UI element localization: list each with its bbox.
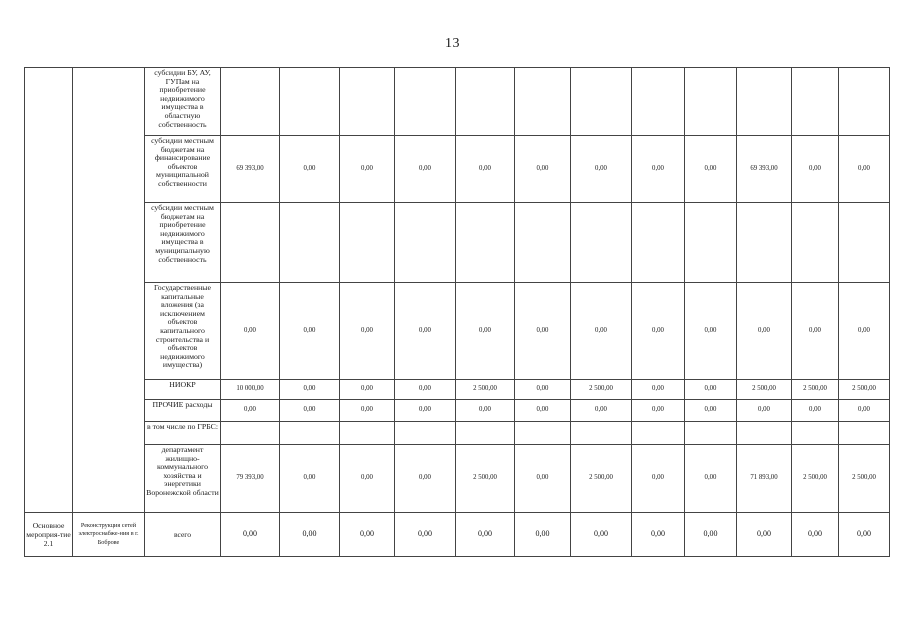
value-cell xyxy=(456,68,515,136)
row-label: субсидии местным бюджетам на приобретение недвижимого имущества в муниципальную собственность xyxy=(145,203,221,283)
table-row xyxy=(25,445,890,513)
value-cell: 0,00 xyxy=(395,380,456,400)
value-cell xyxy=(515,422,571,445)
value-cell: 0,00 xyxy=(280,136,340,203)
value-cell xyxy=(571,68,632,136)
table-row xyxy=(25,380,890,400)
value-cell: 0,00 xyxy=(685,136,737,203)
value-cell: 2 500,00 xyxy=(839,445,890,513)
value-cell: 0,00 xyxy=(280,283,340,380)
value-cell xyxy=(395,422,456,445)
value-cell: 0,00 xyxy=(792,513,839,557)
value-cell xyxy=(632,422,685,445)
row-label: субсидии местным бюджетам на финансирование объектов муниципальной собственности xyxy=(145,136,221,203)
activity-status: Основное мероприя-тие 2.1 xyxy=(25,513,73,557)
value-cell xyxy=(280,203,340,283)
value-cell: 0,00 xyxy=(685,400,737,422)
value-cell: 0,00 xyxy=(280,513,340,557)
value-cell: 2 500,00 xyxy=(456,445,515,513)
value-cell xyxy=(280,68,340,136)
value-cell: 0,00 xyxy=(632,513,685,557)
table-body xyxy=(25,68,890,557)
value-cell: 2 500,00 xyxy=(792,445,839,513)
value-cell xyxy=(571,422,632,445)
value-cell: 0,00 xyxy=(395,445,456,513)
name-cell-continued xyxy=(73,68,145,513)
value-cell: 0,00 xyxy=(685,380,737,400)
value-cell: 0,00 xyxy=(395,136,456,203)
value-cell: 0,00 xyxy=(792,400,839,422)
row-label: департамент жилищно-коммунального хозяйства и энергетики Воронежской области xyxy=(145,445,221,513)
value-cell: 2 500,00 xyxy=(571,380,632,400)
value-cell xyxy=(685,203,737,283)
value-cell: 0,00 xyxy=(632,283,685,380)
value-cell: 79 393,00 xyxy=(221,445,280,513)
value-cell: 0,00 xyxy=(685,445,737,513)
value-cell xyxy=(685,68,737,136)
value-cell: 0,00 xyxy=(515,445,571,513)
value-cell: 0,00 xyxy=(280,380,340,400)
value-cell: 0,00 xyxy=(737,513,792,557)
value-cell: 0,00 xyxy=(280,400,340,422)
value-cell: 69 393,00 xyxy=(221,136,280,203)
row-label: субсидии БУ, АУ, ГУПам на приобретение недвижимого имущества в областную собственность xyxy=(145,68,221,136)
value-cell: 0,00 xyxy=(685,283,737,380)
row-label: Государственные капитальные вложения (за исключением объектов капитального строительства и объектов недвижимого имущества) xyxy=(145,283,221,380)
value-cell xyxy=(792,203,839,283)
value-cell: 0,00 xyxy=(632,136,685,203)
value-cell: 0,00 xyxy=(839,400,890,422)
value-cell: 0,00 xyxy=(280,445,340,513)
value-cell xyxy=(221,203,280,283)
row-label: в том числе по ГРБС: xyxy=(145,422,221,445)
table-row xyxy=(25,68,890,136)
activity-name: Реконструкция сетей электроснабже-ния в г. Боброве xyxy=(73,513,145,557)
value-cell: 0,00 xyxy=(839,283,890,380)
value-cell xyxy=(340,203,395,283)
value-cell: 0,00 xyxy=(792,283,839,380)
value-cell xyxy=(571,203,632,283)
value-cell: 0,00 xyxy=(340,445,395,513)
value-cell xyxy=(839,68,890,136)
value-cell xyxy=(839,422,890,445)
table-row xyxy=(25,400,890,422)
value-cell: 0,00 xyxy=(340,513,395,557)
row-label: всего xyxy=(145,513,221,557)
value-cell xyxy=(280,422,340,445)
value-cell: 0,00 xyxy=(515,136,571,203)
value-cell: 0,00 xyxy=(632,380,685,400)
value-cell: 2 500,00 xyxy=(737,380,792,400)
status-cell-continued xyxy=(25,68,73,513)
table-row xyxy=(25,283,890,380)
value-cell: 0,00 xyxy=(221,400,280,422)
value-cell: 0,00 xyxy=(571,513,632,557)
value-cell: 0,00 xyxy=(737,400,792,422)
table-row xyxy=(25,203,890,283)
value-cell xyxy=(632,68,685,136)
value-cell: 0,00 xyxy=(340,380,395,400)
value-cell: 0,00 xyxy=(221,513,280,557)
value-cell: 2 500,00 xyxy=(839,380,890,400)
value-cell: 0,00 xyxy=(571,136,632,203)
value-cell xyxy=(221,68,280,136)
value-cell: 0,00 xyxy=(395,513,456,557)
value-cell: 0,00 xyxy=(515,513,571,557)
table-row xyxy=(25,422,890,445)
value-cell: 0,00 xyxy=(456,400,515,422)
value-cell: 0,00 xyxy=(685,513,737,557)
value-cell: 0,00 xyxy=(792,136,839,203)
value-cell xyxy=(395,203,456,283)
value-cell xyxy=(737,68,792,136)
value-cell: 0,00 xyxy=(456,283,515,380)
value-cell: 0,00 xyxy=(632,445,685,513)
value-cell xyxy=(515,68,571,136)
value-cell: 0,00 xyxy=(571,400,632,422)
row-label: ПРОЧИЕ расходы xyxy=(145,400,221,422)
value-cell xyxy=(221,422,280,445)
value-cell: 0,00 xyxy=(839,136,890,203)
value-cell: 0,00 xyxy=(395,400,456,422)
value-cell: 2 500,00 xyxy=(571,445,632,513)
value-cell xyxy=(792,422,839,445)
table-row xyxy=(25,513,890,557)
row-label: НИОКР xyxy=(145,380,221,400)
value-cell: 0,00 xyxy=(737,283,792,380)
value-cell: 0,00 xyxy=(395,283,456,380)
value-cell xyxy=(839,203,890,283)
value-cell xyxy=(395,68,456,136)
value-cell: 0,00 xyxy=(456,513,515,557)
value-cell: 0,00 xyxy=(340,400,395,422)
value-cell: 0,00 xyxy=(515,400,571,422)
value-cell: 0,00 xyxy=(839,513,890,557)
value-cell: 2 500,00 xyxy=(456,380,515,400)
value-cell: 0,00 xyxy=(515,380,571,400)
value-cell: 2 500,00 xyxy=(792,380,839,400)
value-cell: 0,00 xyxy=(571,283,632,380)
page-number: 13 xyxy=(445,36,460,51)
value-cell: 10 000,00 xyxy=(221,380,280,400)
value-cell: 0,00 xyxy=(515,283,571,380)
value-cell xyxy=(515,203,571,283)
value-cell: 0,00 xyxy=(221,283,280,380)
value-cell xyxy=(456,203,515,283)
value-cell xyxy=(737,422,792,445)
budget-table xyxy=(24,67,890,557)
value-cell: 71 893,00 xyxy=(737,445,792,513)
value-cell: 69 393,00 xyxy=(737,136,792,203)
value-cell xyxy=(792,68,839,136)
value-cell xyxy=(632,203,685,283)
value-cell: 0,00 xyxy=(340,136,395,203)
value-cell xyxy=(340,422,395,445)
table-row xyxy=(25,136,890,203)
value-cell: 0,00 xyxy=(456,136,515,203)
value-cell xyxy=(685,422,737,445)
value-cell xyxy=(340,68,395,136)
value-cell xyxy=(456,422,515,445)
value-cell: 0,00 xyxy=(340,283,395,380)
value-cell xyxy=(737,203,792,283)
value-cell: 0,00 xyxy=(632,400,685,422)
